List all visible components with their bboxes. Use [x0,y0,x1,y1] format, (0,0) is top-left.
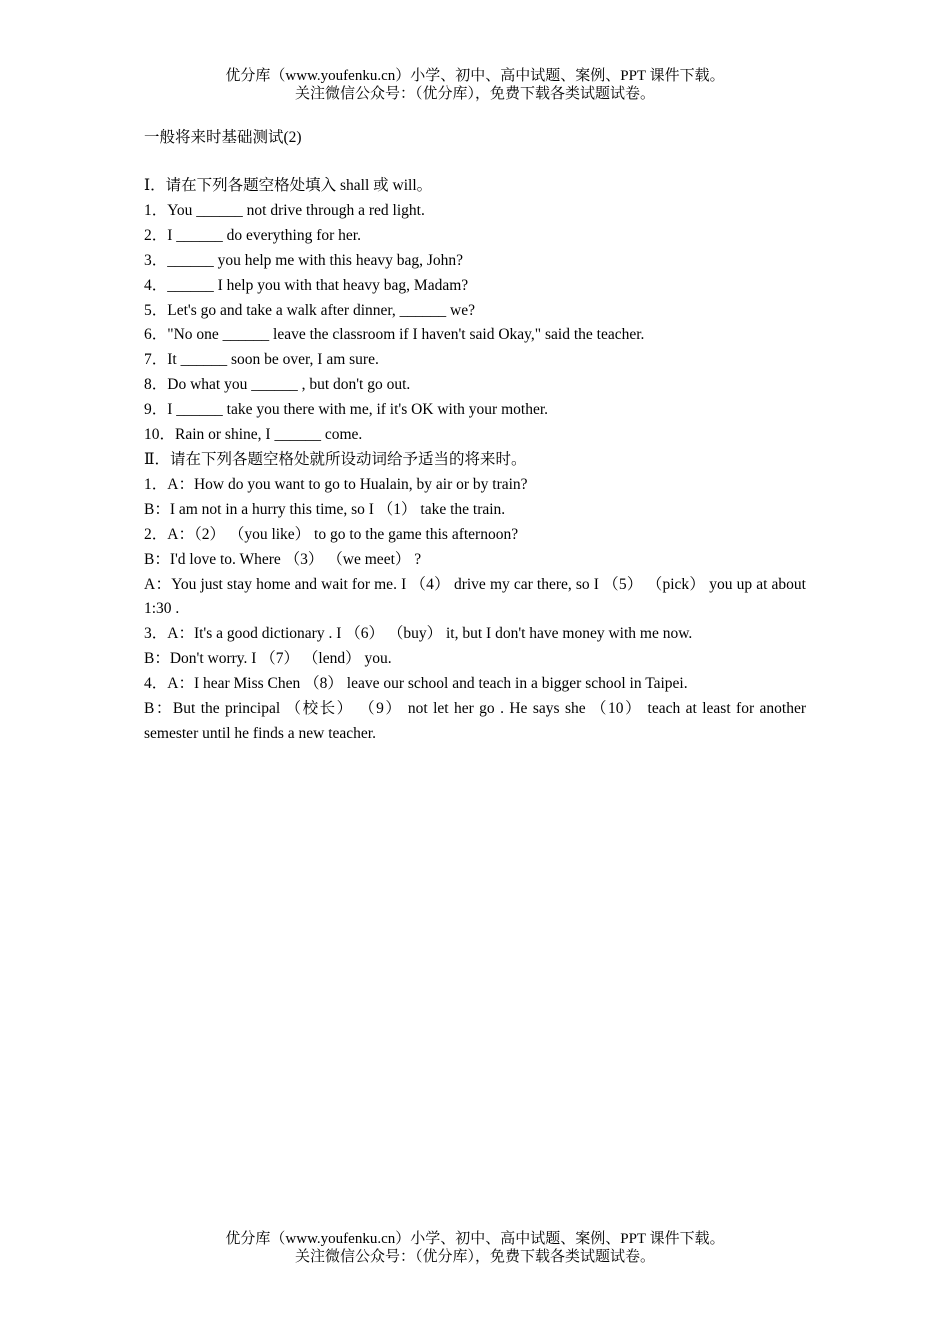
section-2 [144,448,806,747]
question-item: 8．Do what you ______ , but don't go out. [144,376,411,394]
dialogue-line: 3．A：It's a good dictionary . I （6） （buy） it, but I don't have money with me now. [144,625,693,643]
dialogue-line: B：But the principal （校长） （9） not let her go . He says she （10） teach at least for another semester until he finds a new teacher. [144,700,806,742]
dialogue-line: 4．A：I hear Miss Chen （8） leave our school and teach in a bigger school in Taipei. [144,675,688,693]
page-header [0,67,950,103]
question-item: 6．"No one ______ leave the classroom if I haven't said Okay," said the teacher. [144,326,645,344]
header-line-1: 优分库（www.youfenku.cn）小学、初中、高中试题、案例、PPT 课件下载。 [225,68,725,84]
dialogue-line: 2．A：（2） （you like） to go to the game this afternoon? [144,525,519,543]
dialogue-line: A：You just stay home and wait for me. I （4） drive my car there, so I （5） （pick） you up at about 1:30 . [144,575,806,618]
section-2-heading: Ⅱ．请在下列各题空格处就所设动词给予适当的将来时。 [144,450,527,468]
dialogue-line: B：Don't worry. I （7） （lend） you. [144,650,392,668]
question-item: 10．Rain or shine, I ______ come. [144,426,363,444]
question-item: 9．I ______ take you there with me, if it's OK with your mother. [144,401,549,419]
question-item: 3．______ you help me with this heavy bag, John? [144,251,463,269]
footer-line-2: 关注微信公众号：（优分库），免费下载各类试题试卷。 [294,1249,655,1265]
footer-line-1: 优分库（www.youfenku.cn）小学、初中、高中试题、案例、PPT 课件下载。 [225,1231,725,1247]
question-item: 2．I ______ do everything for her. [144,226,361,244]
dialogue-line: 1．A：How do you want to go to Hualain, by air or by train? [144,475,528,493]
dialogue-line: B：I'd love to. Where （3） （we meet） ? [144,550,422,568]
section-1-heading: Ⅰ．请在下列各题空格处填入 shall 或 will。 [144,177,433,194]
document-title: 一般将来时基础测试(2) [144,129,302,146]
question-item: 5．Let's go and take a walk after dinner, ______ we? [144,301,476,319]
question-item: 7．It ______ soon be over, I am sure. [144,351,379,369]
section-1 [144,174,806,448]
header-line-2: 关注微信公众号：（优分库），免费下载各类试题试卷。 [294,86,655,102]
page-footer [0,1230,950,1266]
document-body [144,125,806,747]
question-item: 1．You ______ not drive through a red light. [144,201,425,219]
question-item: 4．______ I help you with that heavy bag, Madam? [144,276,469,294]
dialogue-line: B：I am not in a hurry this time, so I （1） take the train. [144,500,506,518]
